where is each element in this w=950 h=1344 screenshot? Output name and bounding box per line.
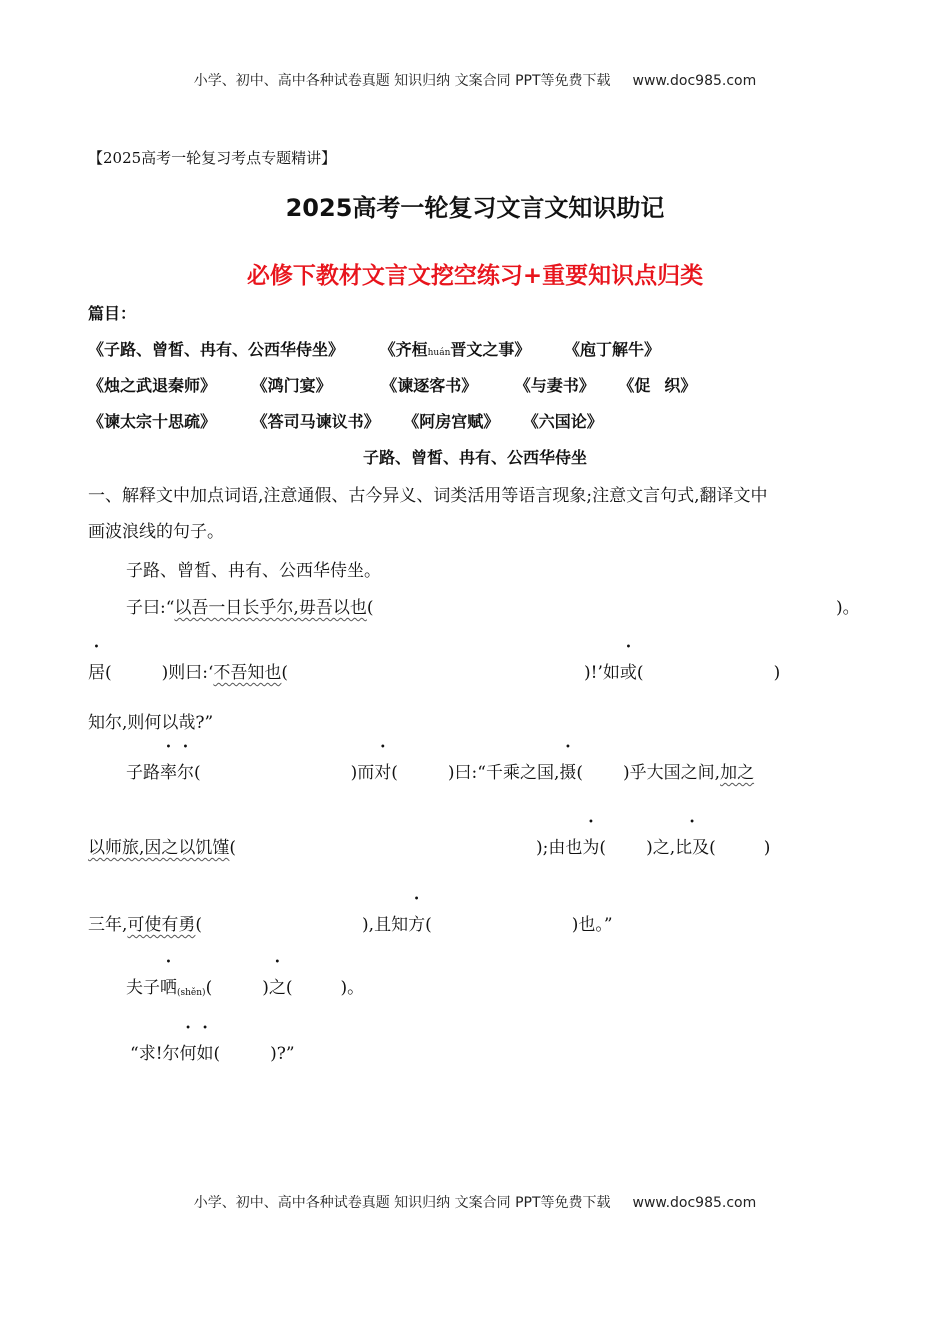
pianmu-item: 《谏太宗十思疏》: [88, 412, 217, 431]
dotted-word: 或: [619, 663, 637, 683]
text-line-2-end: )。: [836, 598, 860, 618]
text-line-1: 子路、曾皙、冉有、公西华侍坐。: [126, 561, 381, 581]
pianmu-item: 《阿房宫赋》: [403, 412, 500, 431]
pinyin-annotation: huán: [427, 348, 451, 358]
dotted-word: 哂: [160, 978, 177, 998]
pianmu-item: 《齐桓huán晋文之事》: [379, 340, 531, 359]
dotted-word: 尔: [177, 763, 194, 783]
text-line-4: 知尔,则何以哉?”: [88, 713, 214, 733]
text-line-8: 夫子哂(shěn)( )之( )。: [126, 973, 364, 998]
header-url[interactable]: www.doc985.com: [632, 73, 757, 89]
header-text: 小学、初中、高中各种试卷真题 知识归纳 文案合同 PPT等免费下载: [193, 73, 611, 89]
dotted-word: 比及: [675, 838, 710, 858]
pianmu-item: 《六国论》: [522, 412, 603, 431]
dotted-word: 如: [196, 1044, 214, 1064]
dotted-word: 之: [268, 978, 286, 998]
pianmu-item: 《与妻书》: [514, 376, 595, 395]
dotted-word: 居: [88, 663, 105, 683]
wavy-sentence: 不吾知也: [213, 663, 282, 683]
pianmu-item: 《鸿门宴》: [251, 376, 332, 395]
pinyin-annotation: (shěn): [177, 988, 206, 998]
pianmu-item: 《答司马谏议书》: [251, 412, 380, 431]
pianmu-row-1: [88, 337, 682, 360]
dotted-word: 何: [179, 1044, 197, 1064]
text-line-7: 三年,可使有勇( ),且知方( )也。”: [88, 910, 613, 935]
page-header: [0, 70, 950, 90]
footer-url[interactable]: www.doc985.com: [632, 1195, 757, 1211]
wavy-sentence: 以吾一日长乎尔,毋吾以也: [174, 598, 367, 618]
wavy-sentence: 以师旅,因之以饥馑: [88, 838, 230, 858]
dotted-word: 摄: [559, 763, 577, 783]
pianmu-item: 《庖丁解牛》: [563, 340, 660, 359]
dotted-word: 率: [160, 763, 177, 783]
pianmu-item: 《谏逐客书》: [381, 376, 478, 395]
page-title: 2025高考一轮复习文言文知识助记: [285, 194, 665, 222]
text-line-2: 子曰:“以吾一日长乎尔,毋吾以也(: [126, 598, 374, 618]
page-subtitle: 必修下教材文言文挖空练习+重要知识点归类: [246, 263, 704, 289]
text-line-5: 子路率尔( )而对( )曰:“千乘之国,摄( )乎大国之间,加之: [126, 758, 754, 783]
instruction-line-2: 画波浪线的句子。: [88, 522, 224, 542]
page-footer: [0, 1192, 950, 1212]
text-line-3: 居( )则曰:‘不吾知也( )!’如或( ): [88, 658, 780, 683]
wavy-sentence: 可使有勇: [127, 915, 196, 935]
pianmu-row-3: [88, 409, 625, 432]
pianmu-row-2: [88, 373, 718, 396]
dotted-word: 为: [582, 838, 600, 858]
series-label: 【2025高考一轮复习考点专题精讲】: [88, 149, 337, 167]
footer-text: 小学、初中、高中各种试卷真题 知识归纳 文案合同 PPT等免费下载: [193, 1195, 611, 1211]
pianmu-label: 篇目：: [88, 304, 137, 323]
wavy-sentence: 加之: [720, 763, 755, 783]
dotted-word: 方: [408, 915, 426, 935]
pianmu-item: 《子路、曾皙、冉有、公西华侍坐》: [88, 340, 345, 359]
text-line-9: “求!尔何如( )?”: [130, 1039, 295, 1064]
text-line-6: 以师旅,因之以饥馑( );由也为( )之,比及( ): [88, 833, 770, 858]
section-title: 子路、曾皙、冉有、公西华侍坐: [362, 448, 587, 467]
pianmu-item: 《烛之武退秦师》: [88, 376, 217, 395]
pianmu-item: 《促 织》: [618, 376, 697, 395]
dotted-word: 对: [374, 763, 392, 783]
instruction-line-1: 一、解释文中加点词语,注意通假、古今异义、词类活用等语言现象;注意文言句式,翻译文中: [88, 486, 768, 506]
